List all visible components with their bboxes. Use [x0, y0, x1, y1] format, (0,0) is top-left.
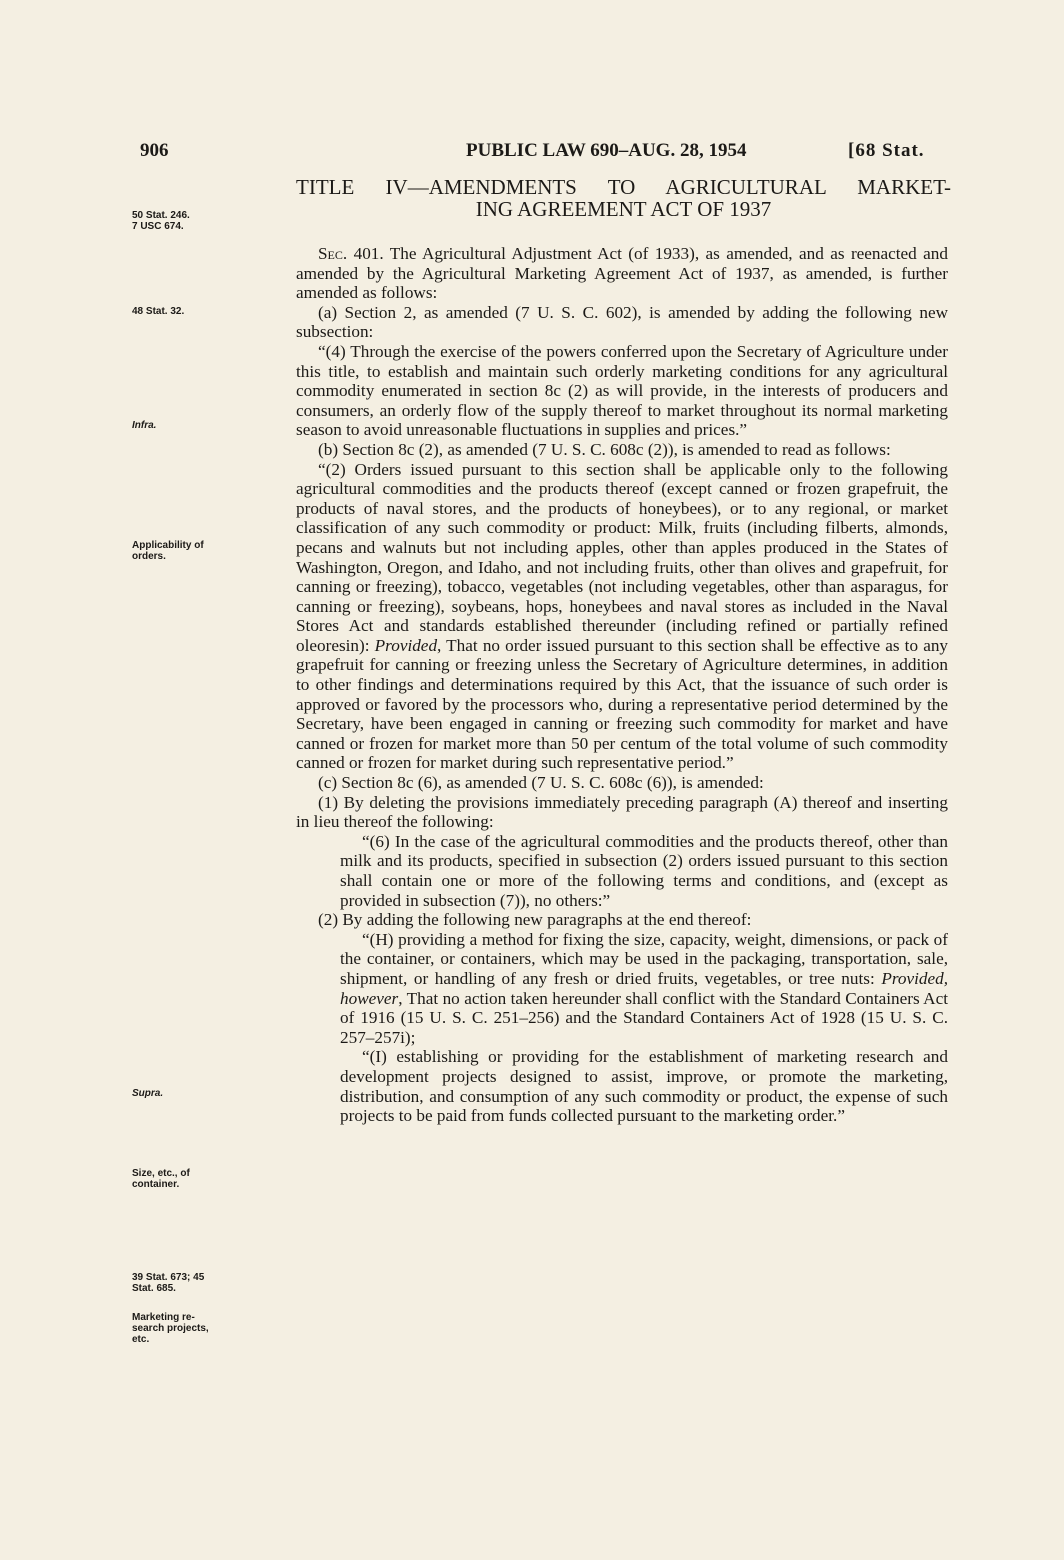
- margin-note-size-container: [132, 1168, 282, 1190]
- paragraph-b: (b) Section 8c (2), as amended (7 U. S. C. 608c (2)), is amended to read as follows:: [318, 439, 891, 459]
- paragraph-c-2: (2) By adding the following new paragraphs at the end thereof:: [318, 910, 752, 930]
- paragraph-a: (a) Section 2, as amended (7 U. S. C. 602), is amended by adding the following new subsection:: [296, 302, 948, 342]
- body-text: [296, 244, 948, 1126]
- section-title: [296, 176, 951, 220]
- paragraph-h: [340, 930, 948, 1048]
- paragraph-c-1: (1) By deleting the provisions immediately preceding paragraph (A) thereof and inserting in lieu thereof the following:: [296, 792, 948, 832]
- paragraph-text: , That no action taken hereunder shall conflict with the Standard Containers Act of 1916 (15 U. S. C. 251–256) and the Standard Containers Act of 1928 (15 U. S. C. 257–257i);: [340, 988, 948, 1047]
- paragraph-text: “(2) Orders issued pursuant to this section shall be applicable only to the following agricultural commodities and the products thereof (except canned or frozen grapefruit, the products of naval stores, and the products of honeybees), or to any regional, or market classification of any such commodity or product: Milk, fruits (including filberts, almonds, pecans and walnuts but not including apples, other than apples produced in the States of Washington, Oregon, and Idaho, and not including fruits, other than olives and grapefruit, for canning or freezing), tobacco, vegetables (not including vegetables, other than asparagus, for canning or freezing), soybeans, hops, honeybees and naval stores as included in the Naval Stores Act and standards established thereunder (including refined or partially refined oleoresin):: [296, 459, 948, 655]
- margin-note-text: Applicability of orders.: [132, 540, 204, 562]
- paragraph-text: 401. The Agricultural Adjustment Act (of 1933), as amended, and as reenacted and amended by the Agricultural Marketing Agreement Act of 1937, as amended, is further amended as follows:: [296, 244, 948, 303]
- paragraph-c: (c) Section 8c (6), as amended (7 U. S. C. 608c (6)), is amended:: [318, 773, 764, 793]
- margin-note-supra: [132, 1088, 282, 1099]
- margin-note-text: Marketing re- search projects, etc.: [132, 1312, 209, 1345]
- volume-reference: [68 Stat.: [848, 140, 925, 161]
- paragraph-sec-401: [296, 244, 948, 303]
- margin-note-infra: [132, 420, 282, 431]
- paragraph-subsection-2: [296, 460, 948, 774]
- margin-note-text: 50 Stat. 246. 7 USC 674.: [132, 210, 190, 232]
- margin-note-text: 39 Stat. 673; 45 Stat. 685.: [132, 1272, 205, 1294]
- paragraph-text: , That no order issued pursuant to this section shall be effective as to any grapefruit for canning or freezing unless the Secretary of Agriculture determines, in addition to other findings and determinations required by this Act, that the issuance of such order is approved or favored by the processors who, during a representative period determined by the Secretary, have been engaged in canning or freezing such commodity for market and have canned or frozen for market more than 50 per centum of the total volume of such commodity canned or frozen for market during such representative period.”: [296, 635, 949, 773]
- margin-note-marketing-research: [132, 1312, 282, 1345]
- margin-note-applicability: [132, 540, 282, 562]
- margin-note-39-stat: [132, 1272, 282, 1294]
- provided-however-italic: Provided, however: [340, 968, 948, 1008]
- paragraph-text: “(H) providing a method for fixing the size, capacity, weight, dimensions, or pack of the container, or containers, which may be used in the packaging, transportation, sale, shipment, or handling of any fresh or dried fruits, vegetables, or tree nuts:: [340, 929, 948, 988]
- sec-label: Sec.: [318, 244, 348, 263]
- provided-italic: Provided: [374, 635, 438, 655]
- margin-note-text: Size, etc., of container.: [132, 1168, 190, 1190]
- margin-note-text: Infra.: [132, 420, 157, 431]
- margin-note-48-stat: [132, 306, 282, 317]
- running-header: PUBLIC LAW 690–AUG. 28, 1954: [466, 140, 747, 161]
- margin-note-text: Supra.: [132, 1088, 164, 1099]
- page-number: 906: [140, 140, 169, 161]
- margin-note-statute-citation: [132, 210, 282, 232]
- paragraph-i: “(I) establishing or providing for the establishment of marketing research and development projects designed to assist, improve, or promote the marketing, distribution, and consumption of any such commodity or product, the expense of such projects to be paid from funds collected pursuant to the marketing order.”: [340, 1047, 948, 1126]
- margin-note-text: 48 Stat. 32.: [132, 306, 185, 317]
- paragraph-subsection-4: “(4) Through the exercise of the powers conferred upon the Secretary of Agriculture under this title, to establish and maintain such orderly marketing conditions for any agricultural commodity enumerated in section 8c (2) as will provide, in the interests of producers and consumers, an orderly flow of the supply thereof to market throughout its normal marketing season to avoid unreasonable fluctuations in supplies and prices.”: [296, 341, 948, 440]
- title-line-2: ING AGREEMENT ACT OF 1937: [475, 197, 772, 221]
- title-line-1: TITLE IV—AMENDMENTS TO AGRICULTURAL MARKET-: [296, 175, 951, 199]
- paragraph-subsection-6: “(6) In the case of the agricultural commodities and the products thereof, other than milk and its products, specified in subsection (2) orders issued pursuant to this section shall contain one or more of the following terms and conditions, and (except as provided in subsection (7)), no others:”: [340, 831, 948, 910]
